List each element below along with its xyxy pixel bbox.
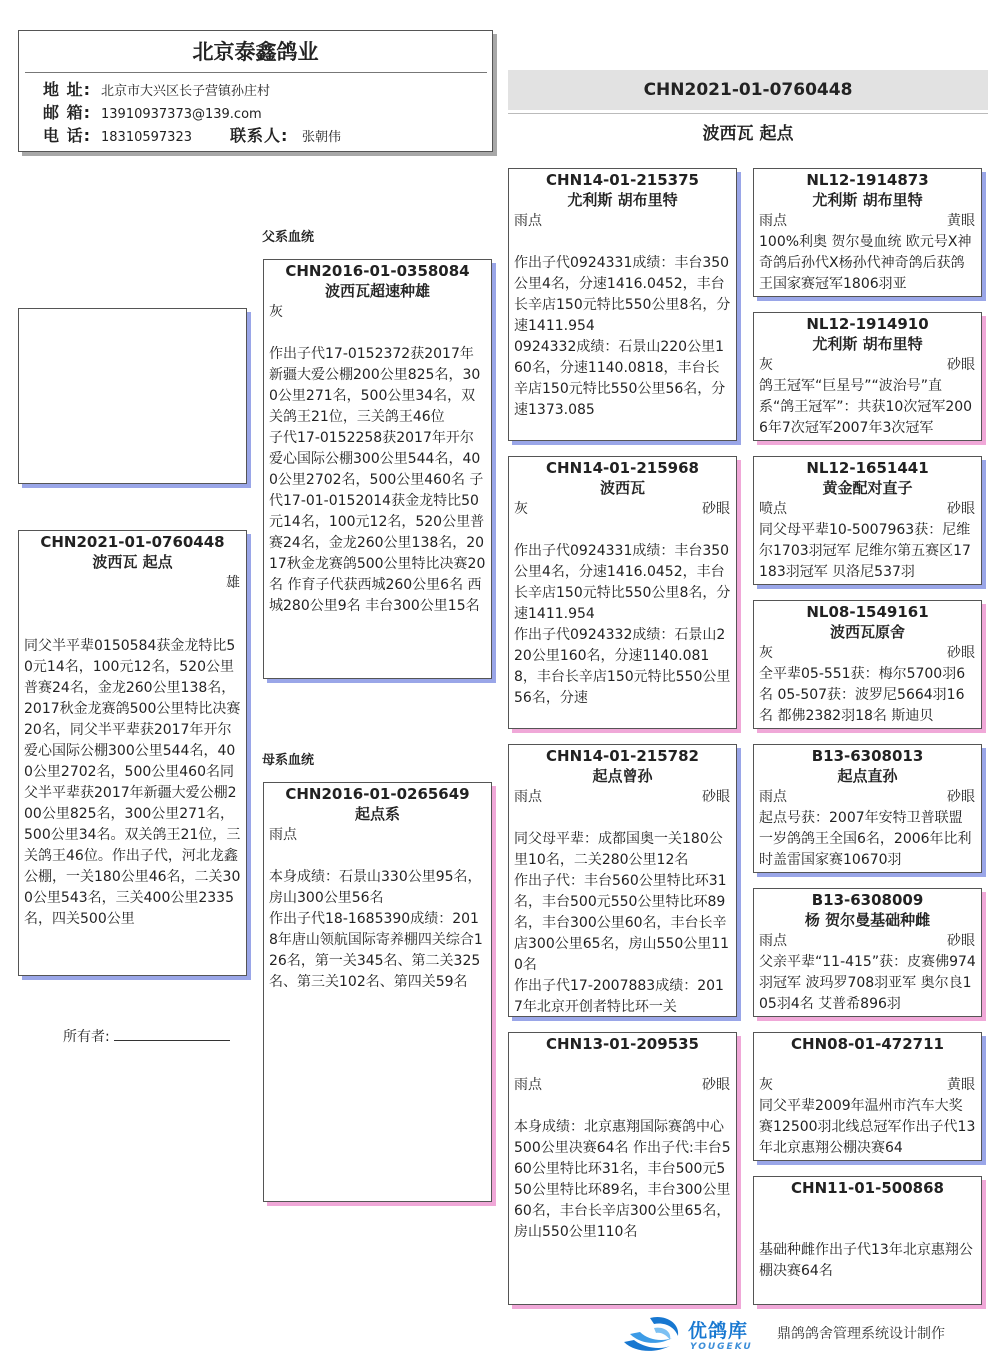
ggp-ring: B13-6308013 [811,747,924,765]
contact-value: 张朝伟 [302,130,342,145]
gp-color-row [509,787,736,808]
company-name: 北京泰鑫鸽业 [192,40,319,64]
gp-description: 作出子代0924331成绩：丰台350公里4名，分速1416.0452，丰台长辛店150元特比550公里8名，分速1411.954 作出子代0924332成绩：石景山220公里160名，分速1140.0818，丰台长辛店150元特比550公里56名，分速 [514,543,731,706]
dam-color: 雨点 [269,827,297,843]
ggp-card [753,1176,982,1305]
ggp-name: 尤利斯 胡布里特 [812,191,923,209]
sire-color-row [264,302,491,323]
ggp-color-row [754,1219,981,1240]
ggp-eye: 砂眼 [947,933,975,949]
phone-line [19,125,492,148]
sire-ring: CHN2016-01-0358084 [285,262,470,280]
ggp-color-row [754,643,981,664]
ggp-color: 雨点 [759,213,787,229]
ggp-color: 灰 [759,357,773,373]
ggp-card [753,456,982,585]
ggp-description: 鸽王冠军“巨星号”“波治号”直系“鸽王冠军”：共获10次冠军2006年7次冠军2007年3次冠军 [759,378,973,436]
gp-eye: 砂眼 [702,789,730,805]
gp-color-row [509,499,736,520]
ggp-ring: CHN11-01-500868 [791,1179,944,1197]
ggp-color-row [754,499,981,520]
brand-name: 优鸽库 [688,1320,749,1342]
ggp-card [753,600,982,729]
main-pigeon-name: 波西瓦 起点 [702,124,794,144]
gp-name [509,1054,736,1075]
ggp-description: 基础种雌作出子代13年北京惠翔公棚决赛64名 [759,1242,973,1279]
subject-ring: CHN2021-01-0760448 [40,533,225,551]
grandsire-paternal-card [508,168,737,441]
owner-blank-line [114,1027,230,1041]
pigeon-photo-frame [18,308,247,484]
breeder-header-card [18,30,493,152]
subject-description: 同父半平辈0150584获金龙特比50元14名，100元12名，520公里普赛24名，金龙260公里138名，2017秋金龙赛鸽500公里特比决赛20名，同父半平辈获2017年开尔爱心国际公棚300公里544名，400公里2702名，500公里460名同父半平辈获2017年新疆大爱公棚200公里825名，300公里271名，500公里34名。双关鸽王21位，三关鸽王46位。作出子代，河北龙鑫公棚，一关180公里46名，二关300公里543名，三关400公里2335名，四关500公里 [24,638,241,927]
ggp-name: 尤利斯 胡布里特 [812,335,923,353]
ggp-color: 雨点 [759,933,787,949]
dam-name: 起点系 [354,805,400,823]
gp-color: 灰 [514,501,528,517]
owner-field [63,1027,230,1047]
ggp-ring: NL12-1914910 [806,315,929,333]
ggp-name: 黄金配对直子 [822,479,913,497]
address-value: 北京市大兴区长子营镇孙庄村 [101,84,271,99]
dam-description: 本身成绩：石景山330公里95名，房山300公里56名 作出子代18-1685390成绩：2018年唐山领航国际寄养棚四关综合126名，第一关345名、第二关325名、第三关102名、第四关59名 [269,869,483,990]
ggp-eye: 砂眼 [947,357,975,373]
ggp-ring: NL12-1914873 [806,171,929,189]
gp-color: 雨点 [514,1077,542,1093]
gp-ring: CHN13-01-209535 [546,1035,699,1053]
ggp-card [753,1032,982,1161]
granddam-maternal-card [508,1032,737,1305]
ggp-description: 同父母平辈10-5007963获：尼维尔1703羽冠军 尼维尔第五赛区17183羽冠军 贝洛尼537羽 [759,522,971,580]
ggp-eye: 砂眼 [947,501,975,517]
ggp-color-row [754,1075,981,1096]
gp-color-row [509,211,736,232]
granddam-paternal-card [508,456,737,729]
ggp-description: 100%利奥 贺尔曼血统 欧元号X神奇鸽后孙代X杨孙代神奇鸽后获鸽王国家赛冠军1806羽亚 [759,234,972,292]
phone-value: 18310597323 [101,130,192,145]
ggp-eye: 砂眼 [947,789,975,805]
gp-description: 同父母平辈：成都国奥一关180公里10名，二关280公里12名 作出子代：丰台560公里特比环31名，丰台500元550公里特比环89名，丰台300公里60名，丰台长辛店300公里65名，房山550公里110名 作出子代17-2007883成绩：2017年北京开创者特比环一关 [514,831,730,1015]
email-label: 邮 箱: [43,103,91,122]
dam-card [263,782,492,1202]
gp-ring: CHN14-01-215782 [546,747,699,765]
ggp-ring: CHN08-01-472711 [791,1035,944,1053]
subject-name: 波西瓦 起点 [92,553,173,571]
youge-logo-icon [620,1312,686,1356]
gp-color-row [509,1075,736,1096]
ggp-color: 雨点 [759,789,787,805]
ggp-card [753,888,982,1017]
gp-description: 本身成绩：北京惠翔国际赛鸽中心500公里决赛64名 作出子代:丰台560公里特比环31名，丰台500元550公里特比环89名，丰台300公里60名，丰台长辛店300公里65名，房山550公里110名 [514,1119,731,1240]
ggp-color-row [754,211,981,232]
ggp-eye: 砂眼 [947,645,975,661]
ggp-card [753,744,982,873]
ggp-card [753,168,982,297]
header-divider [25,72,487,73]
ggp-eye: 黄眼 [947,213,975,229]
email-line [19,102,492,125]
ggp-color-row [754,787,981,808]
ggp-name [754,1054,981,1075]
address-line [19,79,492,102]
gp-eye: 砂眼 [702,1077,730,1093]
subject-card [18,530,247,976]
ggp-eye: 黄眼 [947,1077,975,1093]
grandsire-maternal-card [508,744,737,1017]
sire-color: 灰 [269,304,283,320]
ggp-color: 喷点 [759,501,787,517]
phone-label: 电 话: [43,126,91,145]
system-credit: 鼎鸽鸽舍管理系统设计制作 [777,1326,945,1342]
footer-branding [620,1312,990,1356]
ggp-name: 杨 贺尔曼基础种雌 [804,911,931,929]
ggp-description: 全平辈05-551获：梅尔5700羽6名 05-507获：波罗尼5664羽16名 都佛2382羽18名 斯迪贝 [759,666,966,724]
email-value: 13910937373@139.com [101,107,262,122]
gp-ring: CHN14-01-215375 [546,171,699,189]
ggp-ring: B13-6308009 [811,891,924,909]
sire-card [263,259,492,679]
sire-name: 波西瓦超速种雄 [324,282,430,300]
ggp-name: 波西瓦原舍 [829,623,905,641]
gp-eye: 砂眼 [702,501,730,517]
dam-line-label: 母系血统 [262,753,315,768]
gp-color: 雨点 [514,789,542,805]
gp-color: 雨点 [514,213,542,229]
main-ring-number: CHN2021-01-0760448 [508,70,988,110]
ggp-color-row [754,355,981,376]
ggp-ring: NL08-1549161 [806,603,929,621]
ggp-description: 父亲平辈“11-415”获：皮赛佛974羽冠军 波玛罗708羽亚军 奥尔良105羽4名 艾普希896羽 [759,954,976,1012]
address-label: 地 址: [43,80,91,99]
contact-label: 联系人: [230,126,289,145]
sire-description: 作出子代17-0152372获2017年新疆大爱公棚200公里825名，300公里271名，500公里34名，双关鸽王21位，三关鸽王46位 子代17-0152258获2017年开尔爱心国际公棚300公里544名，400公里2702名，500公里460名 子代17-01-0152014获金龙特比50元14名，100元12名，520公里普赛24名，金龙260公里138名，2017秋金龙赛鸽500公里特比决赛20名 作育子代获西城260公里6名 西城280公里9名 丰台300公里15名 [269,346,486,614]
owner-label: 所有者: [63,1029,110,1045]
brand-name-en: YOUGEKU [690,1342,753,1352]
gp-description: 作出子代0924331成绩：丰台350公里4名，分速1416.0452，丰台长辛店150元特比550公里8名，分速1411.954 0924332成绩：石景山220公里160名，分速1140.0818，丰台长辛店150元特比550公里56名，分速1373.085 [514,255,731,418]
gp-ring: CHN14-01-215968 [546,459,699,477]
gp-name: 波西瓦 [599,479,645,497]
gp-name: 尤利斯 胡布里特 [567,191,678,209]
subject-sex-row [19,573,246,594]
ggp-name [754,1198,981,1219]
subject-sex: 雄 [226,575,240,591]
ggp-color-row [754,931,981,952]
gp-name: 起点曾孙 [592,767,653,785]
top-divider [508,113,988,114]
ggp-ring: NL12-1651441 [806,459,929,477]
ggp-description: 同父平辈2009年温州市汽车大奖赛12500羽北线总冠军作出子代13年北京惠翔公棚决赛64 [759,1098,976,1156]
ggp-color: 灰 [759,645,773,661]
ggp-description: 起点号获：2007年安特卫普联盟一岁鸽鸽王全国6名，2006年比利时盖雷国家赛10670羽 [759,810,972,868]
dam-ring: CHN2016-01-0265649 [285,785,470,803]
dam-color-row [264,825,491,846]
ggp-name: 起点直孙 [837,767,898,785]
sire-line-label: 父系血统 [262,230,315,245]
ggp-card [753,312,982,441]
ggp-color: 灰 [759,1077,773,1093]
